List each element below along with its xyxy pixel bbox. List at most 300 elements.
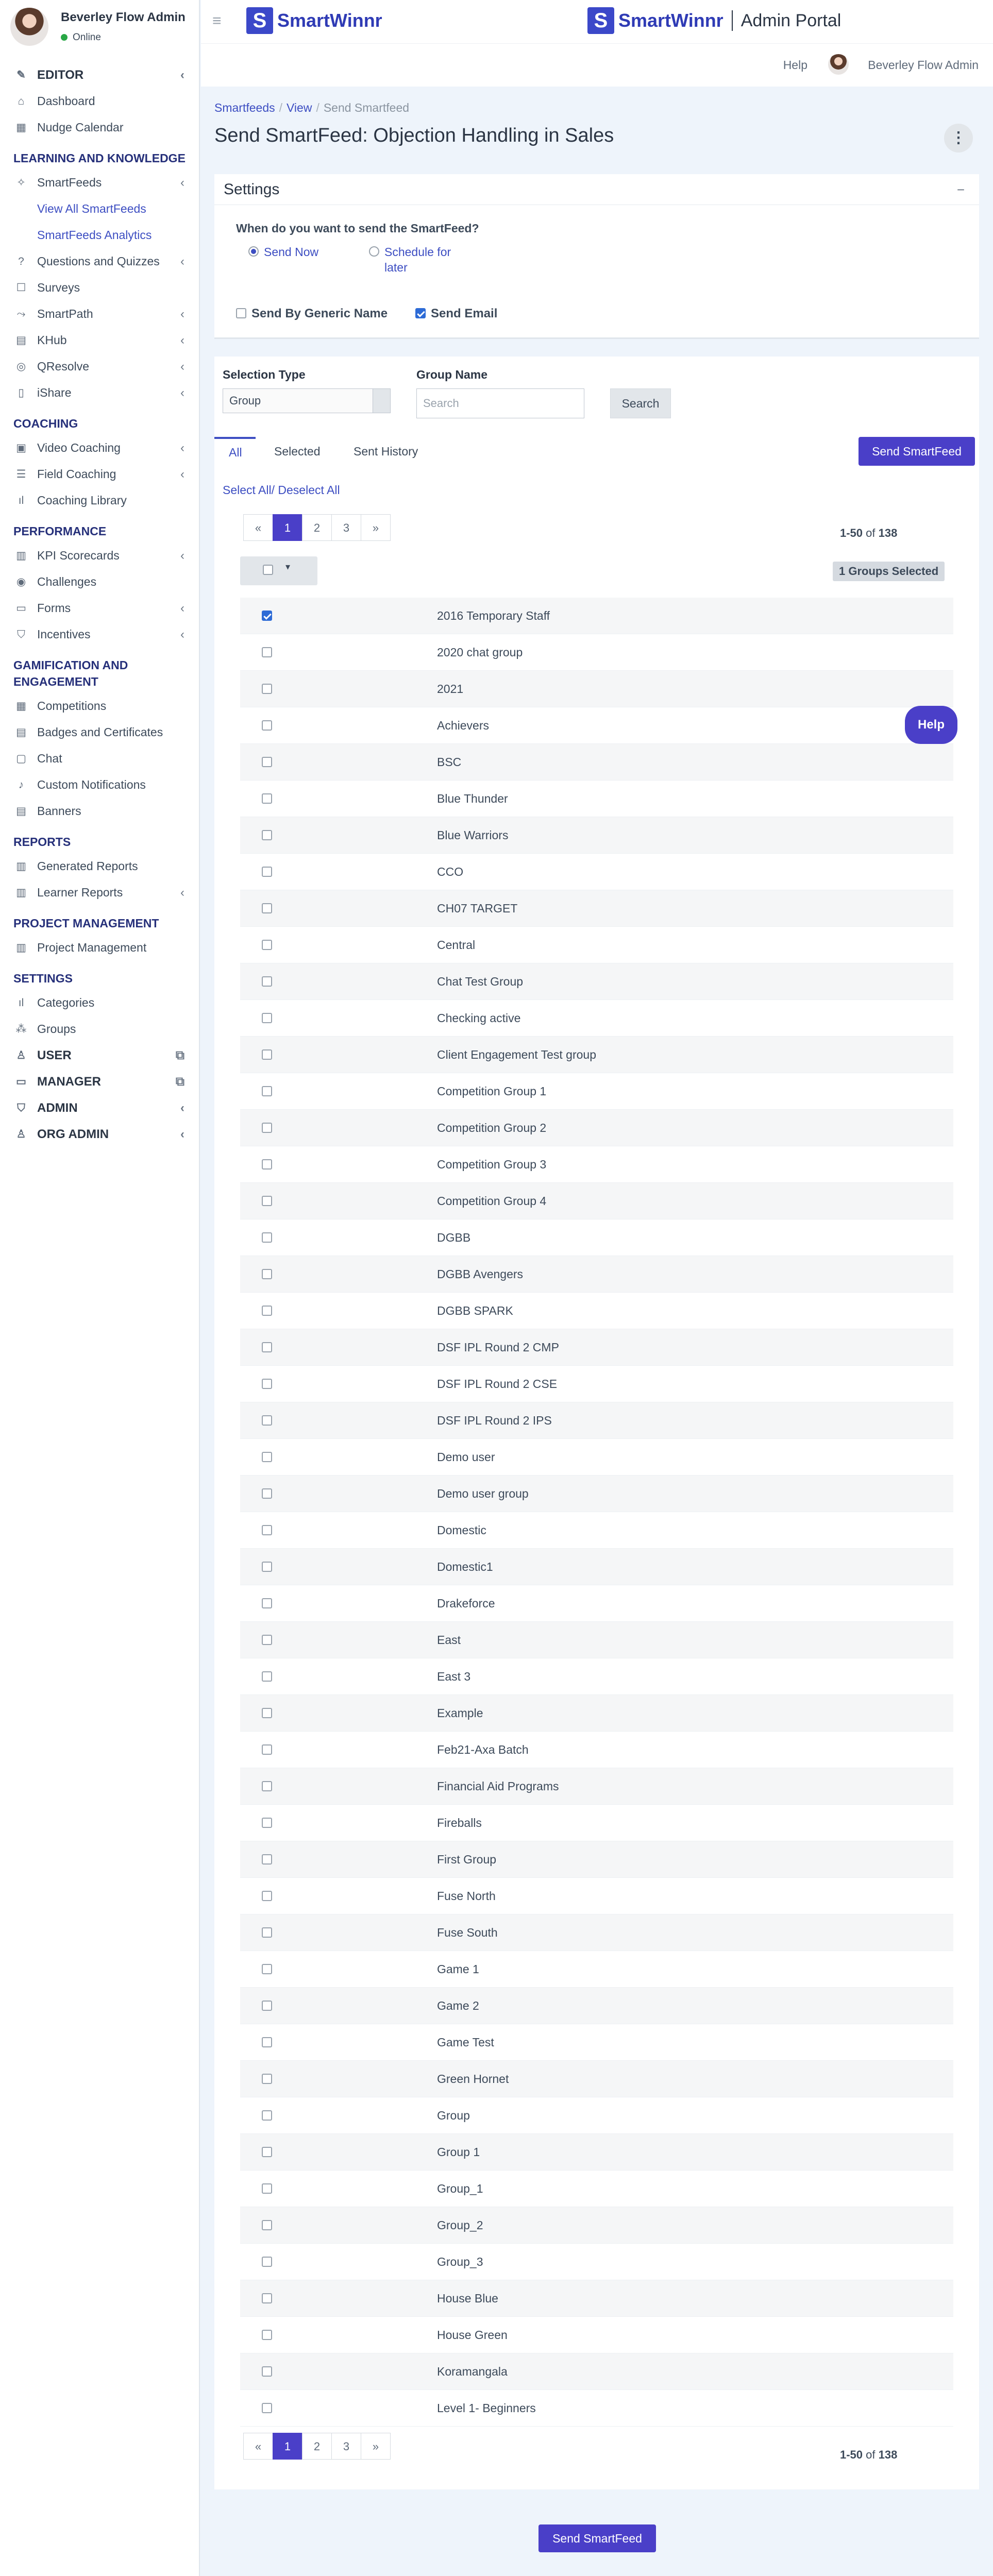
table-row[interactable] (240, 1439, 953, 1476)
table-row[interactable] (240, 1732, 953, 1768)
sidebar-item-label: SmartFeeds (37, 176, 102, 189)
row-checkbox[interactable] (262, 1891, 272, 1901)
row-checkbox[interactable] (262, 647, 272, 657)
group-name: Fuse North (437, 1889, 496, 1903)
row-checkbox[interactable] (262, 976, 272, 987)
sidebar-item-badges[interactable] (0, 719, 200, 745)
send-by-generic-name-checkbox[interactable] (236, 306, 388, 321)
group-name: Demo user (437, 1450, 495, 1464)
sidebar-item-smartfeeds[interactable] (0, 170, 200, 196)
sidebar-item-questions-quizzes[interactable] (0, 248, 200, 275)
row-checkbox[interactable] (262, 1818, 272, 1828)
sidebar-item-label: Dashboard (37, 94, 95, 108)
row-checkbox[interactable] (262, 2037, 272, 2047)
row-checkbox[interactable] (262, 2110, 272, 2121)
table-row[interactable] (240, 1000, 953, 1037)
table-row[interactable] (240, 1073, 953, 1110)
table-row[interactable] (240, 1037, 953, 1073)
sidebar-item-label: KPI Scorecards (37, 549, 120, 562)
sidebar-item-label: KHub (37, 333, 67, 347)
row-checkbox[interactable] (262, 2074, 272, 2084)
sidebar-item-learner-reports[interactable] (0, 879, 200, 906)
path-icon: ⤳ (16, 308, 26, 320)
row-checkbox[interactable] (262, 1781, 272, 1791)
result-count-top (840, 527, 897, 540)
group-name: Group 1 (437, 2145, 480, 2159)
group-name: DSF IPL Round 2 IPS (437, 1414, 552, 1427)
table-row[interactable] (240, 2134, 953, 2171)
count-of: of (866, 527, 876, 539)
table-row[interactable] (240, 634, 953, 671)
group-name: Blue Warriors (437, 828, 509, 842)
sidebar-item-coaching-library[interactable] (0, 487, 200, 514)
group-name: 2016 Temporary Staff (437, 609, 550, 622)
sidebar-item-label: Incentives (37, 628, 91, 641)
tab-selected[interactable]: Selected (274, 445, 321, 458)
table-row[interactable] (240, 1512, 953, 1549)
sidebar-item-label: QResolve (37, 360, 89, 373)
sidebar-item-generated-reports[interactable] (0, 853, 200, 879)
avatar (10, 8, 48, 46)
row-checkbox[interactable] (262, 2330, 272, 2340)
book-icon: ▤ (16, 334, 26, 346)
chart-icon: ıl (18, 495, 24, 506)
sidebar-item-label: Nudge Calendar (37, 121, 124, 134)
sidebar-item-chat[interactable] (0, 745, 200, 772)
search-button[interactable]: Search (610, 388, 671, 418)
breadcrumb-separator: / (316, 101, 319, 114)
status-text: Online (73, 32, 101, 43)
group-name: Domestic (437, 1523, 486, 1537)
settings-title: Settings (224, 181, 280, 198)
sidebar-item-smartfeeds-analytics[interactable] (0, 222, 200, 248)
share-icon: ▯ (18, 387, 24, 399)
pagination-bottom (243, 2433, 390, 2460)
chat-icon: ▢ (16, 753, 26, 765)
group-name: DGBB (437, 1231, 471, 1244)
table-row[interactable] (240, 707, 953, 744)
sidebar-item-label: USER (37, 1048, 72, 1062)
row-checkbox[interactable] (262, 1452, 272, 1462)
shield-icon: ⛉ (17, 1102, 25, 1114)
schedule-later-radio[interactable] (369, 244, 451, 275)
table-row[interactable] (240, 2244, 953, 2280)
sidebar-item-label: iShare (37, 386, 72, 399)
row-checkbox[interactable] (262, 2220, 272, 2230)
table-row[interactable] (240, 1988, 953, 2024)
sidebar-item-groups[interactable] (0, 1016, 200, 1042)
group-name: Competition Group 2 (437, 1121, 547, 1134)
group-name: Example (437, 1706, 483, 1720)
row-checkbox[interactable] (262, 1342, 272, 1352)
sidebar-item-org-admin[interactable] (0, 1121, 200, 1147)
group-name: Feb21-Axa Batch (437, 1743, 529, 1756)
table-row[interactable] (240, 1476, 953, 1512)
pagination-next[interactable]: » (361, 514, 391, 541)
sidebar-item-incentives[interactable] (0, 621, 200, 648)
smartwinnr-logo[interactable] (246, 7, 382, 34)
row-checkbox[interactable] (262, 1415, 272, 1426)
table-row[interactable] (240, 1768, 953, 1805)
table-row[interactable] (240, 2390, 953, 2427)
badge-icon: ▤ (16, 726, 26, 738)
row-checkbox[interactable] (262, 1269, 272, 1279)
pagination-page-3[interactable]: 3 (331, 514, 361, 541)
row-checkbox[interactable] (262, 940, 272, 950)
row-checkbox[interactable] (262, 1013, 272, 1023)
row-checkbox[interactable] (262, 1488, 272, 1499)
group-name: Achievers (437, 719, 489, 732)
table-row[interactable] (240, 817, 953, 854)
row-checkbox[interactable] (262, 1379, 272, 1389)
table-row[interactable] (240, 1293, 953, 1329)
table-row[interactable] (240, 1219, 953, 1256)
table-row[interactable] (240, 1549, 953, 1585)
row-checkbox[interactable] (262, 1123, 272, 1133)
count-total: 138 (878, 527, 898, 539)
group-name: Koramangala (437, 2365, 508, 2378)
table-row[interactable] (240, 1585, 953, 1622)
categories-icon: ıl (18, 997, 24, 1009)
send-email-checkbox[interactable] (415, 306, 497, 321)
sidebar-item-label: Generated Reports (37, 859, 138, 873)
video-icon: ▣ (16, 442, 26, 454)
select-value: Group (229, 394, 261, 407)
sidebar-item-competitions[interactable] (0, 693, 200, 719)
sidebar-item-label: MANAGER (37, 1075, 101, 1089)
table-row[interactable] (240, 2097, 953, 2134)
page-title: Send SmartFeed: Objection Handling in Sales (214, 125, 614, 146)
table-row[interactable] (240, 1183, 953, 1219)
group-name: 2021 (437, 682, 464, 696)
table-row[interactable] (240, 1914, 953, 1951)
sidebar-item-view-all-smartfeeds[interactable] (0, 196, 200, 222)
table-row[interactable] (240, 2207, 953, 2244)
sidebar-item-challenges[interactable] (0, 569, 200, 595)
group-name: Game 2 (437, 1999, 479, 2012)
settings-card (214, 174, 979, 339)
table-row[interactable] (240, 1329, 953, 1366)
chevron-left-icon: ‹ (180, 333, 184, 347)
send-now-radio[interactable] (248, 244, 318, 260)
row-checkbox[interactable] (262, 1196, 272, 1206)
sidebar-item-field-coaching[interactable] (0, 461, 200, 487)
sidebar-item-label: ORG ADMIN (37, 1127, 109, 1141)
sidebar-item-banners[interactable] (0, 798, 200, 824)
sidebar-item-label: Project Management (37, 941, 147, 954)
table-row[interactable] (240, 1878, 953, 1914)
pagination-prev[interactable]: « (243, 514, 273, 541)
nav-section-settings: SETTINGS (13, 972, 73, 985)
table-row[interactable] (240, 671, 953, 707)
select-all-link[interactable]: Select All/ Deselect All (223, 483, 340, 497)
breadcrumb-current: Send Smartfeed (323, 101, 410, 114)
sidebar-item-editor[interactable] (0, 62, 200, 88)
sidebar-item-label: View All SmartFeeds (37, 202, 146, 215)
count-range: 1-50 (840, 2448, 863, 2461)
breadcrumb-smartfeeds[interactable]: Smartfeeds (214, 101, 275, 114)
row-checkbox[interactable] (262, 1964, 272, 1974)
checkbox-checked-icon (415, 308, 426, 318)
row-checkbox[interactable] (262, 1708, 272, 1718)
tabs (214, 437, 979, 466)
sidebar-item-nudge-calendar[interactable] (0, 114, 200, 141)
competition-icon: ▦ (16, 700, 26, 712)
sidebar-item-qresolve[interactable] (0, 353, 200, 380)
pagination-page-3[interactable]: 3 (331, 2433, 361, 2460)
help-button[interactable]: Help (905, 706, 957, 744)
group-name-label: Group Name (416, 368, 488, 381)
radio-selected-icon (248, 246, 259, 257)
sidebar-item-label: SmartFeeds Analytics (37, 228, 152, 242)
table-row[interactable] (240, 963, 953, 1000)
sidebar-item-custom-notifications[interactable] (0, 772, 200, 798)
row-checkbox[interactable] (262, 1306, 272, 1316)
table-row[interactable] (240, 2353, 953, 2390)
portal-label: Admin Portal (732, 10, 841, 31)
question-icon: ? (18, 256, 24, 267)
row-checkbox[interactable] (262, 903, 272, 913)
pagination-next[interactable]: » (361, 2433, 391, 2460)
chevron-left-icon: ‹ (180, 628, 184, 641)
logo-mark: S (246, 7, 273, 34)
group-name: East 3 (437, 1670, 471, 1683)
send-smartfeed-bottom-button[interactable]: Send SmartFeed (538, 2524, 656, 2552)
bell-icon: ♪ (18, 779, 24, 791)
sidebar-item-kpi-scorecards[interactable] (0, 543, 200, 569)
table-row[interactable] (240, 1146, 953, 1183)
sidebar-item-label: Custom Notifications (37, 778, 146, 791)
sidebar-item-video-coaching[interactable] (0, 435, 200, 461)
send-smartfeed-button[interactable]: Send SmartFeed (859, 437, 975, 466)
user-icon: ♙ (16, 1049, 26, 1061)
table-row[interactable] (240, 781, 953, 817)
row-checkbox[interactable] (262, 611, 272, 621)
row-checkbox[interactable] (262, 793, 272, 804)
pagination-page-2[interactable]: 2 (302, 2433, 332, 2460)
external-link-icon: ⧉ (175, 1075, 184, 1089)
table-row[interactable] (240, 2024, 953, 2061)
group-name: Group_3 (437, 2255, 483, 2268)
logo-mark: S (587, 7, 614, 34)
tab-sent-history[interactable]: Sent History (354, 445, 418, 458)
row-checkbox[interactable] (262, 1671, 272, 1682)
breadcrumb-separator: / (279, 101, 282, 114)
challenge-icon: ◉ (16, 576, 26, 588)
org-admin-icon: ♙ (16, 1128, 26, 1140)
sidebar-item-label: Questions and Quizzes (37, 255, 160, 268)
table-row[interactable] (240, 2061, 953, 2097)
chevron-left-icon: ‹ (180, 1101, 184, 1115)
sidebar-item-label: Coaching Library (37, 494, 127, 507)
sidebar-item-label: ADMIN (37, 1101, 78, 1115)
banner-icon: ▤ (16, 805, 26, 817)
row-checkbox[interactable] (262, 867, 272, 877)
user-menu[interactable]: Beverley Flow Admin (868, 58, 979, 72)
sidebar-item-label: Challenges (37, 575, 97, 588)
table-row[interactable] (240, 2280, 953, 2317)
avatar[interactable] (828, 54, 849, 75)
table-row[interactable] (240, 1805, 953, 1841)
survey-icon: ☐ (16, 282, 26, 294)
group-search-input[interactable]: Search (416, 388, 584, 418)
row-checkbox[interactable] (262, 1232, 272, 1243)
row-checkbox[interactable] (262, 684, 272, 694)
group-name: Drakeforce (437, 1597, 495, 1610)
sidebar-item-ishare[interactable] (0, 380, 200, 406)
sidebar-item-manager[interactable] (0, 1069, 200, 1095)
caret-down-icon: ▾ (285, 562, 291, 572)
breadcrumb (214, 101, 409, 115)
table-row[interactable] (240, 744, 953, 781)
group-name: Competition Group 4 (437, 1194, 547, 1208)
bulk-select-dropdown[interactable] (240, 556, 317, 585)
row-checkbox[interactable] (262, 1598, 272, 1608)
user-panel (10, 5, 196, 46)
table-row[interactable] (240, 1658, 953, 1695)
checkbox-icon (263, 565, 273, 575)
row-checkbox[interactable] (262, 1927, 272, 1938)
table-row[interactable] (240, 2171, 953, 2207)
chevron-left-icon: ‹ (180, 886, 184, 900)
user-name: Beverley Flow Admin (61, 10, 186, 24)
group-name: Green Hornet (437, 2072, 509, 2086)
breadcrumb-view[interactable]: View (287, 101, 312, 114)
row-checkbox[interactable] (262, 1562, 272, 1572)
chevron-down-icon: ‹ (180, 176, 184, 190)
result-count-bottom (840, 2448, 897, 2462)
group-name: Level 1- Beginners (437, 2401, 536, 2415)
table-row[interactable] (240, 927, 953, 963)
logo-text: SmartWinnr (618, 10, 723, 31)
group-name: Group (437, 2109, 470, 2122)
group-name: Competition Group 1 (437, 1084, 547, 1098)
row-checkbox[interactable] (262, 2366, 272, 2377)
row-checkbox[interactable] (262, 2257, 272, 2267)
table-row[interactable] (240, 1841, 953, 1878)
checkbox-icon (236, 308, 246, 318)
table-row[interactable] (240, 1366, 953, 1402)
external-link-icon: ⧉ (175, 1048, 184, 1062)
columns-icon: ▥ (16, 942, 26, 954)
count-range: 1-50 (840, 527, 863, 539)
online-dot-icon (61, 34, 68, 41)
groups-icon: ⁂ (15, 1023, 27, 1035)
chevron-left-icon: ‹ (180, 601, 184, 615)
tab-all[interactable]: All (214, 437, 256, 466)
sidebar-item-admin[interactable] (0, 1095, 200, 1121)
table-row[interactable] (240, 598, 953, 634)
row-checkbox[interactable] (262, 2293, 272, 2303)
row-checkbox[interactable] (262, 2001, 272, 2011)
table-row[interactable] (240, 890, 953, 927)
user-status (61, 32, 101, 43)
row-checkbox[interactable] (262, 757, 272, 767)
row-checkbox[interactable] (262, 1049, 272, 1060)
sidebar-item-label: SmartPath (37, 307, 93, 320)
group-name: Competition Group 3 (437, 1158, 547, 1171)
sidebar-item-label: EDITOR (37, 68, 84, 82)
table-row[interactable] (240, 1622, 953, 1658)
sidebar-item-project-management[interactable] (0, 935, 200, 961)
sidebar-item-forms[interactable] (0, 595, 200, 621)
report-icon: ▥ (16, 860, 26, 872)
shield-icon: ⛉ (17, 629, 25, 640)
chevron-left-icon: ‹ (180, 68, 184, 82)
group-name: Chat Test Group (437, 975, 524, 988)
radio-label: Schedule for (384, 245, 451, 259)
table-row[interactable] (240, 1256, 953, 1293)
sidebar-item-label: Chat (37, 752, 62, 765)
table-row[interactable] (240, 854, 953, 890)
radio-label: later (384, 261, 408, 274)
user-toolbar (201, 43, 993, 87)
selection-type-select[interactable] (223, 388, 391, 413)
pagination-page-1[interactable]: 1 (273, 2433, 302, 2460)
pagination-page-2[interactable]: 2 (302, 514, 332, 541)
group-name: Domestic1 (437, 1560, 493, 1573)
row-checkbox[interactable] (262, 1744, 272, 1755)
sidebar-item-khub[interactable] (0, 327, 200, 353)
sidebar (0, 0, 200, 2576)
radio-icon (369, 246, 379, 257)
table-row[interactable] (240, 1951, 953, 1988)
group-name: East (437, 1633, 461, 1647)
nav-section-learning: LEARNING AND KNOWLEDGE (13, 151, 186, 165)
nav-section-project-management: PROJECT MANAGEMENT (13, 917, 159, 930)
menu-icon[interactable]: ≡ (212, 12, 222, 29)
row-checkbox[interactable] (262, 720, 272, 731)
table-row[interactable] (240, 2317, 953, 2353)
sidebar-item-label: Forms (37, 601, 71, 615)
report-icon: ▥ (16, 887, 26, 899)
admin-portal-logo (587, 7, 841, 34)
sidebar-item-categories[interactable] (0, 990, 200, 1016)
help-link[interactable]: Help (783, 58, 807, 72)
sidebar-item-surveys[interactable] (0, 275, 200, 301)
sidebar-item-label: Field Coaching (37, 467, 116, 481)
row-checkbox[interactable] (262, 1635, 272, 1645)
table-row[interactable] (240, 1695, 953, 1732)
collapse-icon[interactable]: − (956, 182, 965, 197)
send-timing-question: When do you want to send the SmartFeed? (236, 222, 479, 235)
row-checkbox[interactable] (262, 2147, 272, 2157)
row-checkbox[interactable] (262, 1854, 272, 1865)
row-checkbox[interactable] (262, 1525, 272, 1535)
nav-section-label: GAMIFICATION AND (13, 658, 128, 672)
group-name: Demo user group (437, 1487, 529, 1500)
row-checkbox[interactable] (262, 2183, 272, 2194)
sidebar-item-dashboard[interactable] (0, 88, 200, 114)
row-checkbox[interactable] (262, 2403, 272, 2413)
row-checkbox[interactable] (262, 830, 272, 840)
group-name: House Green (437, 2328, 508, 2342)
more-options-icon[interactable]: ⋮ (944, 124, 973, 152)
row-checkbox[interactable] (262, 1086, 272, 1096)
sidebar-item-smartpath[interactable] (0, 301, 200, 327)
table-row[interactable] (240, 1110, 953, 1146)
group-name: DGBB Avengers (437, 1267, 524, 1281)
row-checkbox[interactable] (262, 1159, 272, 1170)
pagination-page-1[interactable]: 1 (273, 514, 302, 541)
table-row[interactable] (240, 1402, 953, 1439)
sidebar-item-user[interactable] (0, 1042, 200, 1069)
sidebar-item-label: Banners (37, 804, 81, 818)
pagination-prev[interactable]: « (243, 2433, 273, 2460)
top-bar (201, 0, 993, 43)
group-name: 2020 chat group (437, 646, 523, 659)
sidebar-item-label: Competitions (37, 699, 107, 713)
